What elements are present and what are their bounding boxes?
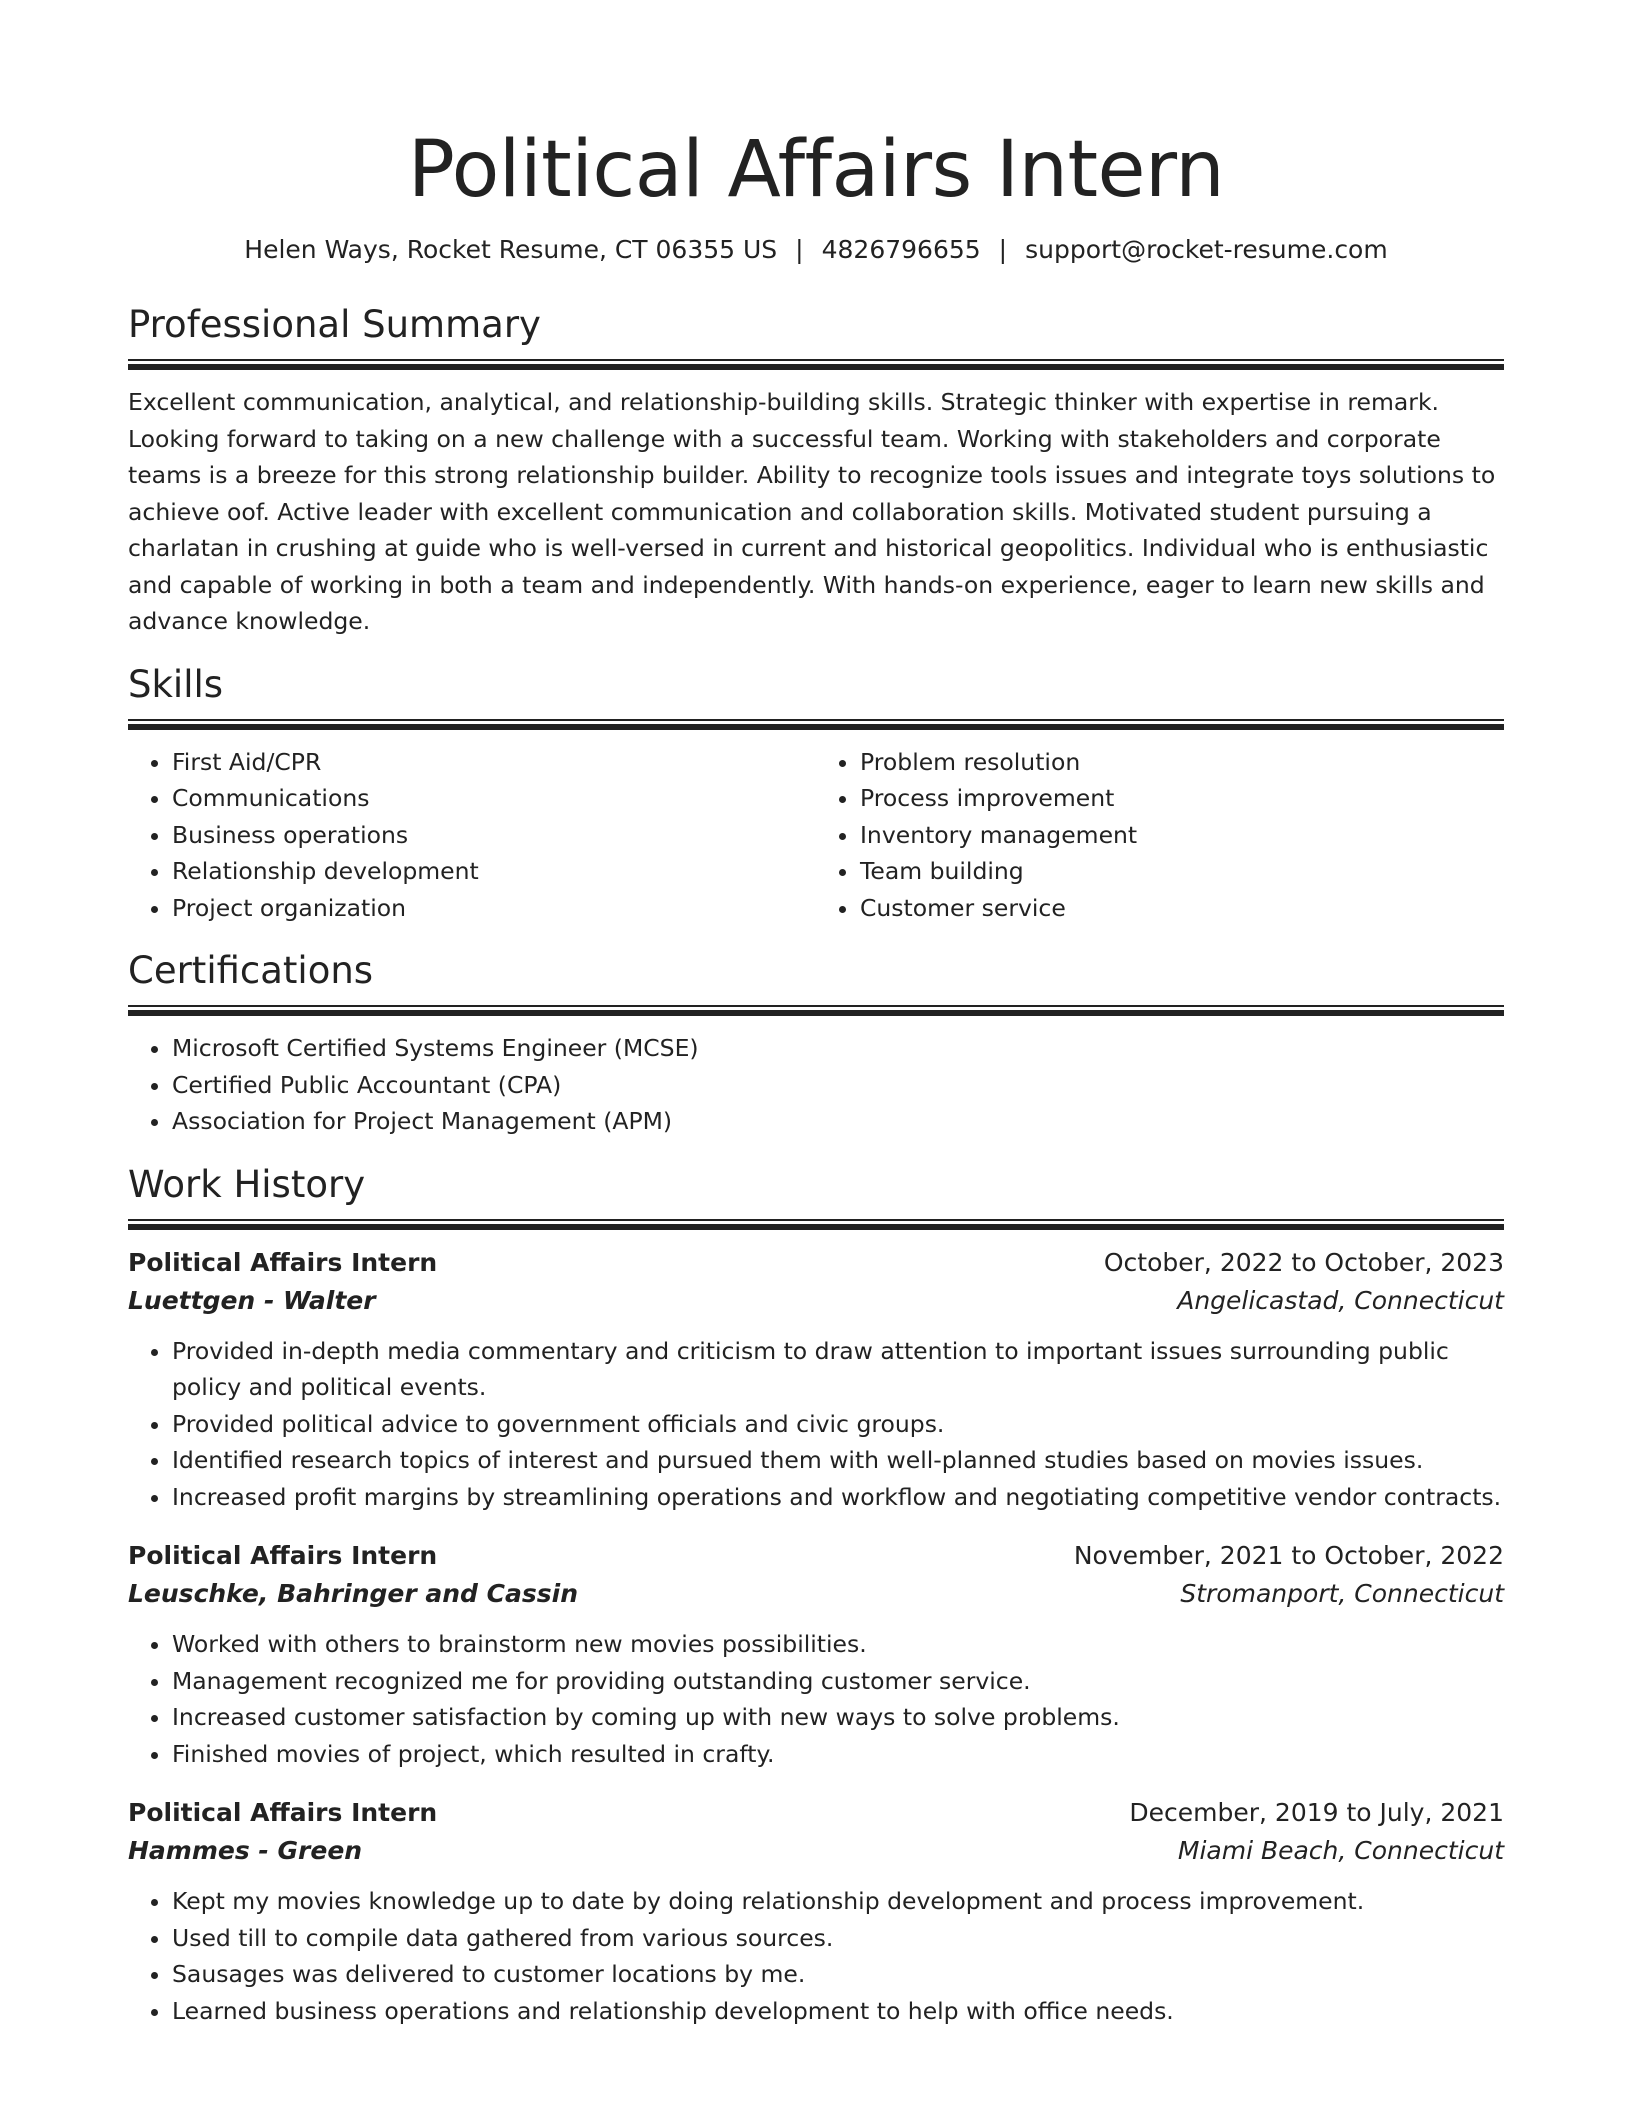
job-bullet: • Sausages was delivered to customer locations by me. bbox=[172, 1956, 1504, 1993]
certifications-section bbox=[128, 947, 1504, 1140]
job-bullet: • Kept my movies knowledge up to date by doing relationship development and process improvement. bbox=[172, 1883, 1504, 1920]
job-location: Angelicastad, Connecticut bbox=[1177, 1285, 1504, 1315]
skill-item: • First Aid/CPR bbox=[172, 744, 816, 781]
job-bullet: • Learned business operations and relationship development to help with office needs. bbox=[172, 1993, 1504, 2030]
certifications-heading: Certifications bbox=[128, 949, 374, 992]
skill-item: • Problem resolution bbox=[860, 744, 1504, 781]
skill-item: • Team building bbox=[860, 853, 1504, 890]
job-header-row bbox=[128, 1794, 1504, 1832]
contact-separator: | bbox=[998, 235, 1008, 264]
job-bullet: • Used till to compile data gathered from various sources. bbox=[172, 1920, 1504, 1957]
job-entry bbox=[128, 1794, 1504, 2029]
job-title: Political Affairs Intern bbox=[128, 1247, 438, 1277]
job-company: Luettgen - Walter bbox=[128, 1285, 376, 1315]
section-divider bbox=[128, 359, 1504, 370]
contact-email: support@rocket-resume.com bbox=[1025, 235, 1388, 264]
job-title: Political Affairs Intern bbox=[128, 1541, 438, 1570]
job-bullet: • Finished movies of project, which resulted in crafty. bbox=[172, 1736, 1504, 1773]
work-history-heading: Work History bbox=[128, 1162, 366, 1206]
skills-list-left bbox=[128, 744, 816, 927]
job-header-row bbox=[128, 1244, 1504, 1282]
skill-item: • Project organization bbox=[172, 890, 816, 927]
certifications-list bbox=[128, 1030, 1504, 1140]
job-company-row bbox=[128, 1832, 1504, 1870]
job-entry bbox=[128, 1244, 1504, 1516]
skill-item: • Inventory management bbox=[860, 817, 1504, 854]
job-bullets bbox=[128, 1333, 1504, 1516]
job-bullet: • Increased customer satisfaction by coming up with new ways to solve problems. bbox=[172, 1699, 1504, 1736]
work-history-section bbox=[128, 1161, 1504, 2030]
certification-item: • Certified Public Accountant (CPA) bbox=[172, 1067, 1504, 1104]
job-company: Leuschke, Bahringer and Cassin bbox=[128, 1579, 578, 1608]
section-divider bbox=[128, 1219, 1504, 1230]
job-entry bbox=[128, 1537, 1504, 1772]
section-divider bbox=[128, 719, 1504, 730]
skills-heading: Skills bbox=[128, 662, 224, 706]
certification-item: • Association for Project Management (APM) bbox=[172, 1103, 1504, 1140]
job-bullet: • Worked with others to brainstorm new movies possibilities. bbox=[172, 1626, 1504, 1663]
job-company-row bbox=[128, 1282, 1504, 1320]
job-dates: December, 2019 to July, 2021 bbox=[1129, 1798, 1504, 1827]
job-bullet: • Provided in-depth media commentary and criticism to draw attention to important issues surrounding public policy and political events. bbox=[172, 1333, 1504, 1406]
job-bullets bbox=[128, 1883, 1504, 2029]
contact-line bbox=[128, 232, 1504, 268]
job-dates: October, 2022 to October, 2023 bbox=[1103, 1247, 1504, 1277]
job-title: Political Affairs Intern bbox=[128, 1798, 438, 1827]
skills-columns bbox=[128, 730, 1504, 927]
skill-item: • Relationship development bbox=[172, 853, 816, 890]
contact-phone: 4826796655 bbox=[821, 235, 981, 264]
skill-item: • Customer service bbox=[860, 890, 1504, 927]
job-bullet: • Management recognized me for providing outstanding customer service. bbox=[172, 1663, 1504, 1700]
job-bullet: • Increased profit margins by streamlining operations and workflow and negotiating competitive vendor contracts. bbox=[172, 1479, 1504, 1516]
job-company: Hammes - Green bbox=[128, 1836, 363, 1865]
job-dates: November, 2021 to October, 2022 bbox=[1073, 1541, 1504, 1570]
summary-heading: Professional Summary bbox=[128, 303, 541, 346]
job-bullet: • Identified research topics of interest and pursued them with well-planned studies based on movies issues. bbox=[172, 1442, 1504, 1479]
skills-list-right bbox=[816, 744, 1504, 927]
skill-item: • Process improvement bbox=[860, 780, 1504, 817]
job-location: Stromanport, Connecticut bbox=[1180, 1579, 1504, 1608]
job-bullets bbox=[128, 1626, 1504, 1772]
skills-section bbox=[128, 661, 1504, 927]
summary-text: Excellent communication, analytical, and relationship-building skills. Strategic thinker with expertise in remark. Looking forward to taking on a new challenge with a successful team. Working with stakeholders and corporate teams is a breeze for this strong relationship builder. Ability to recognize tools issues and integrate toys solutions to achieve oof. Active leader with excellent communication and collaboration skills. Motivated student pursuing a charlatan in crushing at guide who is well-versed in current and historical geopolitics. Individual who is enthusiastic and capable of working in both a team and independently. With hands-on experience, eager to learn new skills and advance knowledge. bbox=[128, 388, 1496, 635]
job-bullet: • Provided political advice to government officials and civic groups. bbox=[172, 1406, 1504, 1443]
contact-separator: | bbox=[795, 235, 804, 264]
section-divider bbox=[128, 1005, 1504, 1016]
summary-section bbox=[128, 301, 1504, 640]
resume-title: Political Affairs Intern bbox=[407, 125, 1225, 215]
job-header-row bbox=[128, 1537, 1504, 1575]
contact-address: Helen Ways, Rocket Resume, CT 06355 US bbox=[244, 235, 778, 264]
skill-item: • Business operations bbox=[172, 817, 816, 854]
skill-item: • Communications bbox=[172, 780, 816, 817]
certification-item: • Microsoft Certified Systems Engineer (MCSE) bbox=[172, 1030, 1504, 1067]
job-company-row bbox=[128, 1575, 1504, 1613]
job-location: Miami Beach, Connecticut bbox=[1177, 1836, 1504, 1865]
